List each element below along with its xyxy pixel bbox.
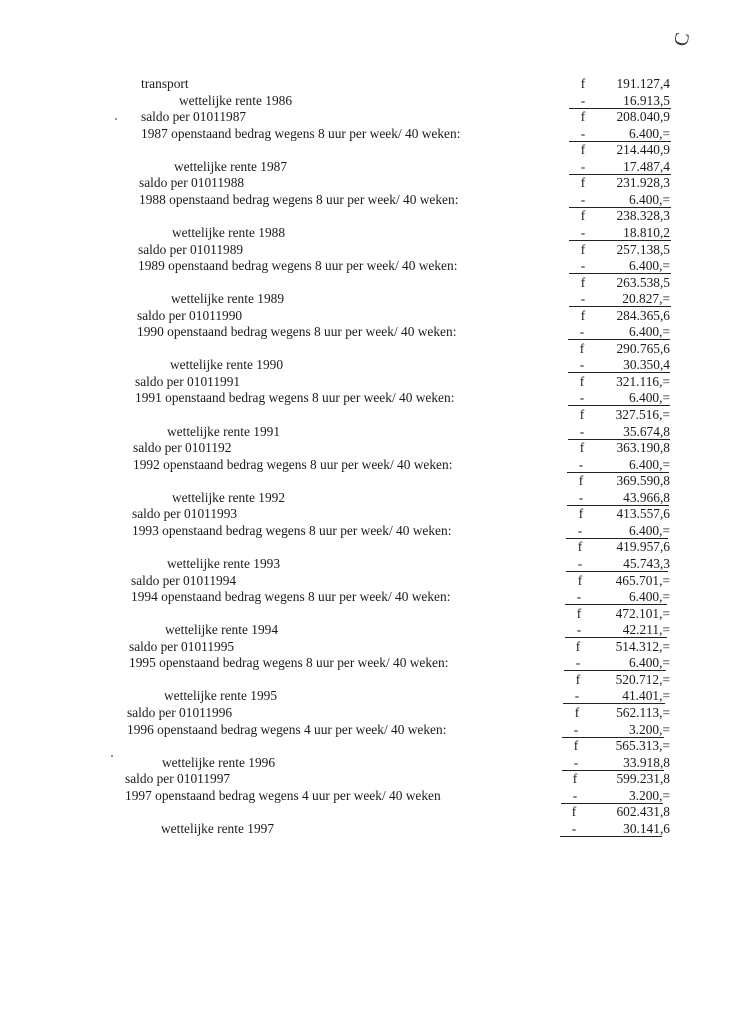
ledger-row [0, 258, 755, 274]
ledger-row [0, 589, 755, 605]
ledger-row [0, 242, 755, 258]
minus-sign: - [580, 158, 586, 174]
florin-sign: f [580, 76, 586, 91]
ledger-amount: 6.400,= [628, 456, 670, 472]
ledger-description: wettelijke rente 1990 [170, 357, 284, 373]
ledger-description: wettelijke rente 1992 [172, 489, 286, 505]
ledger-amount: 6.400,= [628, 522, 670, 538]
ledger-description: 1995 openstaand bedrag wegens 8 uur per week/ 40 weken: [129, 655, 449, 671]
ledger-row [0, 440, 755, 456]
ledger-row [0, 374, 755, 390]
ledger-description: transport [141, 76, 189, 91]
ledger-description: saldo per 01011996 [127, 704, 233, 720]
minus-sign: - [573, 754, 579, 770]
ledger-amount: 321.116,= [616, 373, 670, 389]
ledger-description: wettelijke rente 1996 [162, 754, 276, 770]
ledger-amount: 191.127,4 [616, 76, 670, 91]
minus-sign: - [572, 787, 578, 803]
ledger-description: saldo per 01011995 [129, 638, 235, 654]
ledger-row [0, 688, 755, 704]
ledger-description: 1992 openstaand bedrag wegens 8 uur per week/ 40 weken: [133, 456, 453, 472]
minus-sign: - [577, 556, 583, 571]
ledger-row [0, 390, 755, 406]
ledger-amount: 327.516,= [615, 407, 670, 422]
ledger-description: 1994 openstaand bedrag wegens 8 uur per week/ 40 weken: [131, 589, 451, 605]
ledger-description: 1988 openstaand bedrag wegens 8 uur per week/ 40 weken: [139, 191, 459, 207]
ledger-description: saldo per 01011991 [135, 373, 241, 389]
minus-sign: - [577, 522, 583, 538]
ledger-amount: 369.590,8 [616, 473, 670, 489]
minus-sign: - [576, 622, 582, 638]
ledger-amount: 33.918,8 [623, 754, 670, 770]
ledger-row [0, 424, 755, 440]
minus-sign: - [579, 390, 585, 406]
ledger-row [0, 755, 755, 771]
ledger-description: 1990 openstaand bedrag wegens 8 uur per week/ 40 weken: [137, 324, 457, 340]
ledger-amount: 6.400,= [628, 390, 670, 406]
ledger-amount: 6.400,= [628, 324, 670, 340]
amount-underline [560, 836, 662, 837]
ledger-amount: 30.141,6 [623, 820, 670, 836]
ledger-row [0, 655, 755, 671]
ledger-row [0, 275, 755, 291]
ledger-amount: 6.400,= [628, 125, 670, 141]
ledger-amount: 17.487,4 [623, 158, 670, 174]
ledger-amount: 602.431,8 [616, 804, 670, 820]
ledger-row [0, 771, 755, 787]
ledger-row [0, 407, 755, 423]
ledger-description: wettelijke rente 1986 [179, 92, 293, 108]
minus-sign: - [578, 489, 584, 505]
ledger-row [0, 539, 755, 555]
ledger-description: 1993 openstaand bedrag wegens 8 uur per week/ 40 weken: [132, 522, 452, 538]
ledger-description: 1987 openstaand bedrag wegens 8 uur per week/ 40 weken: [141, 125, 461, 141]
minus-sign: - [579, 357, 585, 373]
ledger-amount: 238.328,3 [616, 208, 670, 224]
ledger-amount: 208.040,9 [616, 109, 670, 125]
ledger-amount: 43.966,8 [623, 489, 670, 505]
florin-sign: f [576, 605, 582, 621]
minus-sign: - [580, 92, 586, 108]
minus-sign: - [580, 125, 586, 141]
florin-sign: f [579, 373, 585, 389]
ledger-description: wettelijke rente 1987 [174, 158, 288, 174]
ledger-row [0, 175, 755, 191]
minus-sign: - [575, 655, 581, 671]
ledger-description: saldo per 01011987 [141, 109, 247, 125]
florin-sign: f [571, 804, 577, 820]
florin-sign: f [580, 274, 586, 290]
ledger-row [0, 457, 755, 473]
florin-sign: f [573, 738, 579, 753]
ledger-row [0, 788, 755, 804]
minus-sign: - [574, 688, 580, 704]
ledger-row [0, 523, 755, 539]
ledger-amount: 520.712,= [615, 671, 670, 687]
ledger-description: saldo per 01011993 [132, 506, 238, 522]
florin-sign: f [575, 671, 581, 687]
ledger-amount: 35.674,8 [623, 423, 670, 439]
ledger-amount: 231.928,3 [616, 175, 670, 191]
ledger-amount: 284.365,6 [616, 307, 670, 323]
florin-sign: f [579, 407, 585, 422]
ledger-row [0, 109, 755, 125]
ledger-description: saldo per 0101192 [133, 440, 232, 456]
minus-sign: - [578, 456, 584, 472]
florin-sign: f [578, 473, 584, 489]
minus-sign: - [580, 225, 586, 240]
florin-sign: f [579, 340, 585, 356]
ledger-amount: 565.313,= [615, 738, 670, 753]
florin-sign: f [580, 109, 586, 125]
ledger-amount: 290.765,6 [616, 340, 670, 356]
ledger-row [0, 357, 755, 373]
ledger-description: wettelijke rente 1997 [161, 820, 275, 836]
ledger-amount: 514.312,= [615, 638, 670, 654]
ledger-description: saldo per 01011989 [138, 241, 244, 257]
florin-sign: f [578, 506, 584, 522]
ledger-amount: 6.400,= [628, 191, 670, 207]
florin-sign: f [575, 638, 581, 654]
ledger-row [0, 506, 755, 522]
ledger-description: 1997 openstaand bedrag wegens 4 uur per week/ 40 weken [125, 787, 441, 803]
ledger-description: wettelijke rente 1994 [165, 622, 279, 638]
ledger-amount: 472.101,= [615, 605, 670, 621]
ledger-description: wettelijke rente 1995 [164, 688, 278, 704]
minus-sign: - [573, 721, 579, 737]
florin-sign: f [574, 704, 580, 720]
ledger-amount: 419.957,6 [616, 539, 670, 555]
ledger-description: saldo per 01011990 [137, 307, 243, 323]
minus-sign: - [580, 258, 586, 274]
ledger-row [0, 821, 755, 837]
minus-sign: - [571, 820, 577, 836]
ledger-amount: 20.827,= [622, 291, 670, 307]
florin-sign: f [577, 572, 583, 588]
ledger-row [0, 622, 755, 638]
ledger-row [0, 208, 755, 224]
ledger-row [0, 76, 755, 92]
ledger-row [0, 606, 755, 622]
ledger-amount: 30.350,4 [623, 357, 670, 373]
ledger-amount: 363.190,8 [616, 440, 670, 456]
ledger-row [0, 556, 755, 572]
ledger-amount: 6.400,= [628, 589, 670, 605]
ledger-row [0, 722, 755, 738]
ledger-description: saldo per 01011988 [139, 175, 245, 191]
florin-sign: f [579, 440, 585, 456]
ledger-amount: 45.743,3 [623, 556, 670, 571]
minus-sign: - [576, 589, 582, 605]
ledger-amount: 3.200,= [628, 787, 670, 803]
ledger-amount: 257.138,5 [616, 241, 670, 257]
ledger-row [0, 126, 755, 142]
ledger-description: 1991 openstaand bedrag wegens 8 uur per week/ 40 weken: [135, 390, 455, 406]
ledger-description: saldo per 01011994 [131, 572, 237, 588]
ledger-description: wettelijke rente 1988 [172, 225, 286, 240]
ledger-amount: 263.538,5 [616, 274, 670, 290]
ledger-amount: 599.231,8 [616, 771, 670, 787]
ledger-row [0, 573, 755, 589]
ledger-row [0, 192, 755, 208]
ledger-row [0, 672, 755, 688]
ledger-row [0, 639, 755, 655]
ledger-description: 1989 openstaand bedrag wegens 8 uur per week/ 40 weken: [138, 258, 458, 274]
ledger-row [0, 341, 755, 357]
ledger-row [0, 142, 755, 158]
ledger-amount: 42.211,= [622, 622, 670, 638]
ledger-row [0, 93, 755, 109]
ledger-row [0, 225, 755, 241]
ledger-description: wettelijke rente 1989 [171, 291, 285, 307]
ledger-description: wettelijke rente 1991 [167, 423, 281, 439]
florin-sign: f [580, 175, 586, 191]
florin-sign: f [577, 539, 583, 555]
ledger-amount: 6.400,= [628, 655, 670, 671]
minus-sign: - [579, 324, 585, 340]
ledger-description: saldo per 01011997 [125, 771, 231, 787]
ledger-amount: 18.810,2 [623, 225, 670, 240]
ledger-amount: 214.440,9 [616, 142, 670, 158]
ledger-row [0, 804, 755, 820]
florin-sign: f [580, 241, 586, 257]
ledger-amount: 41.401,= [622, 688, 670, 704]
ledger-description: wettelijke rente 1993 [167, 556, 281, 571]
ledger-row [0, 324, 755, 340]
ledger-amount: 413.557,6 [616, 506, 670, 522]
florin-sign: f [580, 307, 586, 323]
ledger-row [0, 291, 755, 307]
ledger-row [0, 159, 755, 175]
ledger-description: 1996 openstaand bedrag wegens 4 uur per week/ 40 weken: [127, 721, 447, 737]
ledger-amount: 465.701,= [615, 572, 670, 588]
ledger-amount: 16.913,5 [623, 92, 670, 108]
minus-sign: - [580, 191, 586, 207]
florin-sign: f [580, 142, 586, 158]
florin-sign: f [572, 771, 578, 787]
florin-sign: f [580, 208, 586, 224]
minus-sign: - [580, 291, 586, 307]
ledger-row [0, 490, 755, 506]
ledger-row [0, 473, 755, 489]
corner-handwritten-mark: C [670, 30, 695, 48]
ledger-amount: 3.200,= [628, 721, 670, 737]
ledger-row [0, 705, 755, 721]
ledger-amount: 562.113,= [616, 704, 670, 720]
ledger-amount: 6.400,= [628, 258, 670, 274]
ledger-row [0, 738, 755, 754]
minus-sign: - [579, 423, 585, 439]
ledger-row [0, 308, 755, 324]
